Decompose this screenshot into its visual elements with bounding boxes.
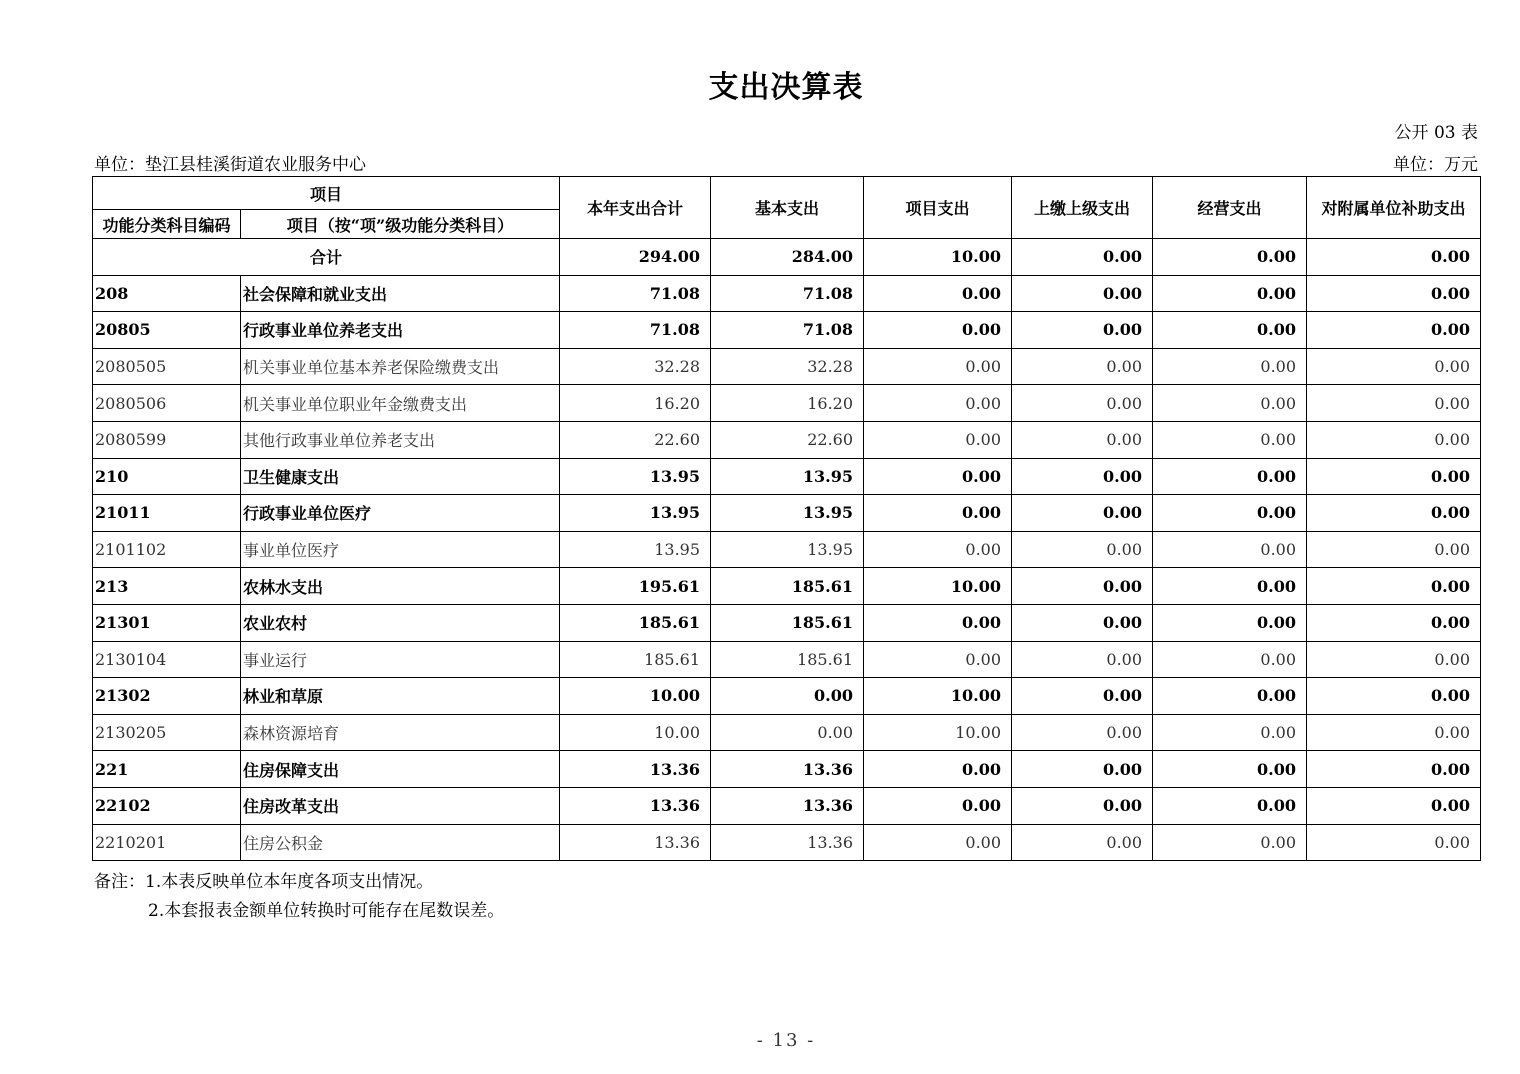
row-value: 0.00 xyxy=(1012,751,1153,788)
row-value: 0.00 xyxy=(1153,348,1307,385)
row-value: 0.00 xyxy=(1153,604,1307,641)
currency-unit: 单位：万元 xyxy=(1393,155,1478,175)
row-value: 22.60 xyxy=(711,421,864,458)
row-code: 21302 xyxy=(93,678,241,715)
row-value: 0.00 xyxy=(1153,824,1307,861)
row-value: 0.00 xyxy=(1012,641,1153,678)
row-value: 0.00 xyxy=(1307,604,1481,641)
table-row xyxy=(93,604,1481,641)
header-upper: 上缴上级支出 xyxy=(1012,177,1153,239)
row-value: 71.08 xyxy=(711,275,864,312)
row-value: 185.61 xyxy=(711,641,864,678)
row-value: 0.00 xyxy=(1153,458,1307,495)
row-value: 0.00 xyxy=(1307,824,1481,861)
row-value: 0.00 xyxy=(1307,568,1481,605)
row-value: 13.95 xyxy=(711,458,864,495)
header-item-name: 项目（按“项”级功能分类科目） xyxy=(241,210,560,239)
row-value: 13.36 xyxy=(560,751,711,788)
row-value: 0.00 xyxy=(1012,421,1153,458)
row-value: 0.00 xyxy=(1012,604,1153,641)
row-value: 0.00 xyxy=(864,824,1012,861)
row-code: 2130205 xyxy=(93,714,241,751)
row-value: 13.36 xyxy=(560,824,711,861)
row-code: 210 xyxy=(93,458,241,495)
row-name: 住房保障支出 xyxy=(241,751,560,788)
total-value: 0.00 xyxy=(1307,239,1481,276)
row-code: 208 xyxy=(93,275,241,312)
expenditure-table xyxy=(92,176,1481,861)
row-code: 22102 xyxy=(93,787,241,824)
row-value: 185.61 xyxy=(711,604,864,641)
table-row xyxy=(93,824,1481,861)
row-value: 0.00 xyxy=(864,495,1012,532)
row-code: 213 xyxy=(93,568,241,605)
total-value: 0.00 xyxy=(1153,239,1307,276)
row-value: 0.00 xyxy=(1307,751,1481,788)
row-value: 0.00 xyxy=(1153,714,1307,751)
row-value: 13.95 xyxy=(711,531,864,568)
row-value: 0.00 xyxy=(1307,787,1481,824)
row-value: 185.61 xyxy=(711,568,864,605)
row-value: 0.00 xyxy=(1012,678,1153,715)
row-value: 0.00 xyxy=(1012,531,1153,568)
row-value: 0.00 xyxy=(864,385,1012,422)
row-value: 13.95 xyxy=(711,495,864,532)
row-value: 0.00 xyxy=(1307,348,1481,385)
row-value: 0.00 xyxy=(1012,568,1153,605)
header-project: 项目支出 xyxy=(864,177,1012,239)
table-row xyxy=(93,385,1481,422)
row-value: 13.95 xyxy=(560,495,711,532)
total-value: 284.00 xyxy=(711,239,864,276)
row-value: 13.95 xyxy=(560,458,711,495)
row-value: 0.00 xyxy=(1012,458,1153,495)
row-value: 16.20 xyxy=(711,385,864,422)
row-value: 0.00 xyxy=(1307,678,1481,715)
total-row xyxy=(93,239,1481,276)
total-value: 10.00 xyxy=(864,239,1012,276)
row-value: 0.00 xyxy=(1153,787,1307,824)
row-value: 13.36 xyxy=(711,824,864,861)
row-value: 0.00 xyxy=(864,641,1012,678)
row-value: 0.00 xyxy=(1307,458,1481,495)
row-name: 其他行政事业单位养老支出 xyxy=(241,421,560,458)
form-number: 公开 03 表 xyxy=(1394,123,1478,143)
row-value: 0.00 xyxy=(1307,714,1481,751)
row-value: 10.00 xyxy=(864,678,1012,715)
row-value: 0.00 xyxy=(1153,568,1307,605)
row-value: 185.61 xyxy=(560,641,711,678)
row-value: 195.61 xyxy=(560,568,711,605)
page-number: - 13 - xyxy=(756,1030,816,1051)
row-value: 0.00 xyxy=(864,458,1012,495)
row-value: 0.00 xyxy=(1012,495,1153,532)
row-value: 0.00 xyxy=(1012,348,1153,385)
row-value: 0.00 xyxy=(1307,495,1481,532)
row-value: 0.00 xyxy=(1153,678,1307,715)
row-value: 0.00 xyxy=(1012,275,1153,312)
row-value: 16.20 xyxy=(560,385,711,422)
reporting-unit: 单位：垫江县桂溪街道农业服务中心 xyxy=(94,155,366,175)
row-name: 住房改革支出 xyxy=(241,787,560,824)
row-value: 0.00 xyxy=(864,312,1012,349)
table-row xyxy=(93,714,1481,751)
row-value: 0.00 xyxy=(864,275,1012,312)
row-value: 32.28 xyxy=(711,348,864,385)
row-value: 0.00 xyxy=(1012,312,1153,349)
row-value: 0.00 xyxy=(1012,824,1153,861)
row-code: 2080506 xyxy=(93,385,241,422)
header-total: 本年支出合计 xyxy=(560,177,711,239)
table-row xyxy=(93,312,1481,349)
table-row xyxy=(93,641,1481,678)
total-label: 合计 xyxy=(93,239,560,276)
row-value: 0.00 xyxy=(1307,641,1481,678)
header-business: 经营支出 xyxy=(1153,177,1307,239)
row-name: 事业运行 xyxy=(241,641,560,678)
row-name: 事业单位医疗 xyxy=(241,531,560,568)
row-value: 71.08 xyxy=(560,312,711,349)
row-value: 0.00 xyxy=(1307,421,1481,458)
table-row xyxy=(93,751,1481,788)
notes xyxy=(94,868,504,926)
header-subsidy: 对附属单位补助支出 xyxy=(1307,177,1481,239)
row-value: 0.00 xyxy=(864,531,1012,568)
row-value: 0.00 xyxy=(1012,787,1153,824)
row-code: 20805 xyxy=(93,312,241,349)
row-value: 13.36 xyxy=(560,787,711,824)
row-value: 0.00 xyxy=(864,604,1012,641)
row-value: 0.00 xyxy=(1307,531,1481,568)
row-value: 0.00 xyxy=(864,787,1012,824)
row-value: 0.00 xyxy=(864,751,1012,788)
row-value: 0.00 xyxy=(1153,385,1307,422)
header-code: 功能分类科目编码 xyxy=(93,210,241,239)
row-value: 0.00 xyxy=(1153,421,1307,458)
row-code: 2080599 xyxy=(93,421,241,458)
header-basic: 基本支出 xyxy=(711,177,864,239)
row-code: 2130104 xyxy=(93,641,241,678)
note-2: 2.本套报表金额单位转换时可能存在尾数误差。 xyxy=(148,901,505,921)
row-value: 0.00 xyxy=(711,678,864,715)
row-value: 0.00 xyxy=(1012,714,1153,751)
total-value: 0.00 xyxy=(1012,239,1153,276)
row-value: 0.00 xyxy=(711,714,864,751)
row-value: 0.00 xyxy=(1307,385,1481,422)
row-code: 2080505 xyxy=(93,348,241,385)
note-1: 备注：1.本表反映单位本年度各项支出情况。 xyxy=(94,872,434,892)
row-name: 农业农村 xyxy=(241,604,560,641)
row-value: 0.00 xyxy=(864,421,1012,458)
table-row xyxy=(93,458,1481,495)
row-name: 农林水支出 xyxy=(241,568,560,605)
row-name: 行政事业单位养老支出 xyxy=(241,312,560,349)
row-code: 21011 xyxy=(93,495,241,532)
row-value: 185.61 xyxy=(560,604,711,641)
total-value: 294.00 xyxy=(560,239,711,276)
row-value: 10.00 xyxy=(864,568,1012,605)
row-value: 0.00 xyxy=(1307,275,1481,312)
row-value: 13.95 xyxy=(560,531,711,568)
row-code: 2101102 xyxy=(93,531,241,568)
row-value: 32.28 xyxy=(560,348,711,385)
row-value: 0.00 xyxy=(864,348,1012,385)
table-row xyxy=(93,495,1481,532)
header-item: 项目 xyxy=(93,177,560,210)
table-row xyxy=(93,275,1481,312)
row-code: 21301 xyxy=(93,604,241,641)
row-name: 行政事业单位医疗 xyxy=(241,495,560,532)
row-code: 2210201 xyxy=(93,824,241,861)
row-name: 卫生健康支出 xyxy=(241,458,560,495)
page-title: 支出决算表 xyxy=(708,70,864,105)
row-value: 0.00 xyxy=(1307,312,1481,349)
row-name: 住房公积金 xyxy=(241,824,560,861)
row-value: 10.00 xyxy=(560,678,711,715)
row-value: 71.08 xyxy=(711,312,864,349)
row-value: 0.00 xyxy=(1153,312,1307,349)
row-name: 林业和草原 xyxy=(241,678,560,715)
row-value: 0.00 xyxy=(1153,275,1307,312)
table-row xyxy=(93,421,1481,458)
table-row xyxy=(93,348,1481,385)
table-row xyxy=(93,568,1481,605)
row-name: 社会保障和就业支出 xyxy=(241,275,560,312)
row-value: 0.00 xyxy=(1153,751,1307,788)
row-value: 10.00 xyxy=(560,714,711,751)
row-value: 10.00 xyxy=(864,714,1012,751)
row-value: 0.00 xyxy=(1012,385,1153,422)
row-value: 13.36 xyxy=(711,751,864,788)
row-name: 机关事业单位职业年金缴费支出 xyxy=(241,385,560,422)
table-row xyxy=(93,678,1481,715)
row-value: 0.00 xyxy=(1153,531,1307,568)
table-row xyxy=(93,787,1481,824)
row-value: 0.00 xyxy=(1153,495,1307,532)
row-name: 森林资源培育 xyxy=(241,714,560,751)
row-value: 13.36 xyxy=(711,787,864,824)
row-value: 71.08 xyxy=(560,275,711,312)
row-value: 0.00 xyxy=(1153,641,1307,678)
table-row xyxy=(93,531,1481,568)
row-value: 22.60 xyxy=(560,421,711,458)
row-code: 221 xyxy=(93,751,241,788)
row-name: 机关事业单位基本养老保险缴费支出 xyxy=(241,348,560,385)
